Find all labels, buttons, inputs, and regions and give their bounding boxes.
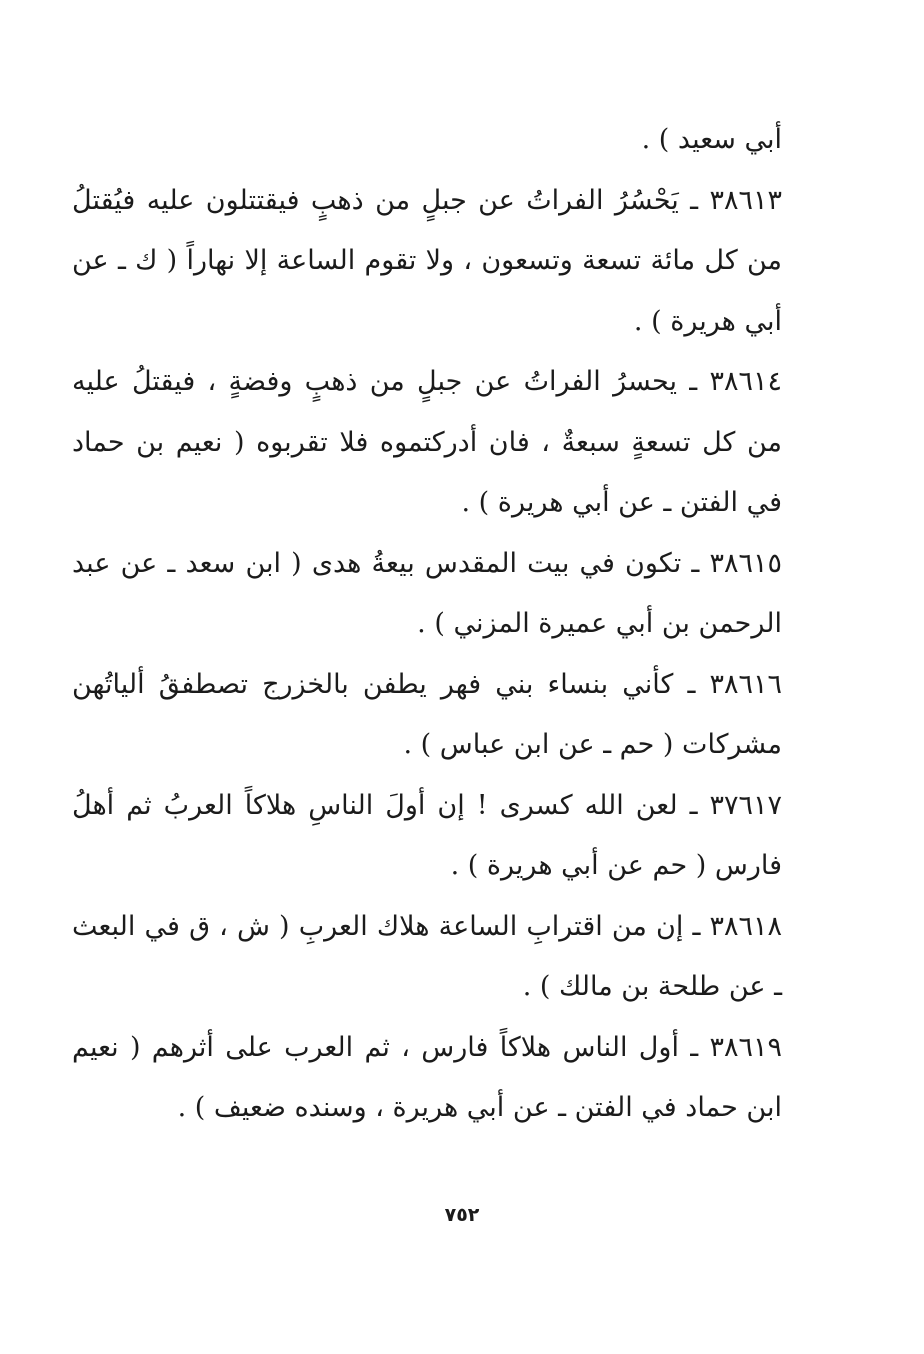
hadith-38614: ٣٨٦١٤ ـ يحسرُ الفراتُ عن جبلٍ من ذهبٍ وفضةٍ ، فيقتلُ عليه من كل تسعةٍ سبعةٌ ، فان أدركتموه فلا تقربوه ( نعيم بن حماد في الفتن ـ عن أبي هريرة ) . xyxy=(72,366,782,518)
hadith-38618: ٣٨٦١٨ ـ إن من اقترابِ الساعة هلاك العربِ ( ش ، ق في البعث ـ عن طلحة بن مالك ) . xyxy=(72,910,782,1002)
page-number: ٧٥٢ xyxy=(444,1204,480,1226)
hadith-37617: ٣٧٦١٧ ـ لعن الله كسرى ! إن أولَ الناسِ هلاكاً العربُ ثم أهلُ فارس ( حم عن أبي هريرة ) . xyxy=(72,789,782,881)
hadith-38616: ٣٨٦١٦ ـ كأني بنساء بني فهر يطفن بالخزرج تصطفقُ ألياتُهن مشركات ( حم ـ عن ابن عباس ) . xyxy=(72,668,782,760)
hadith-text-block xyxy=(72,110,782,1139)
hadith-38615: ٣٨٦١٥ ـ تكون في بيت المقدس بيعةُ هدى ( ابن سعد ـ عن عبد الرحمن بن أبي عميرة المزني ) . xyxy=(72,547,782,639)
hadith-38613: ٣٨٦١٣ ـ يَحْسُرُ الفراتُ عن جبلٍ من ذهبٍ فيقتتلون عليه فيُقتلُ من كل مائة تسعة وتسعون ، ولا تقوم الساعة إلا نهاراً ( ك ـ عن أبي هريرة ) . xyxy=(72,184,782,337)
hadith-38619: ٣٨٦١٩ ـ أول الناس هلاكاً فارس ، ثم العرب على أثرهم ( نعيم ابن حماد في الفتن ـ عن أبي هريرة ، وسنده ضعيف ) . xyxy=(72,1031,782,1123)
paragraph-continuation: أبي سعيد ) . xyxy=(641,124,782,155)
